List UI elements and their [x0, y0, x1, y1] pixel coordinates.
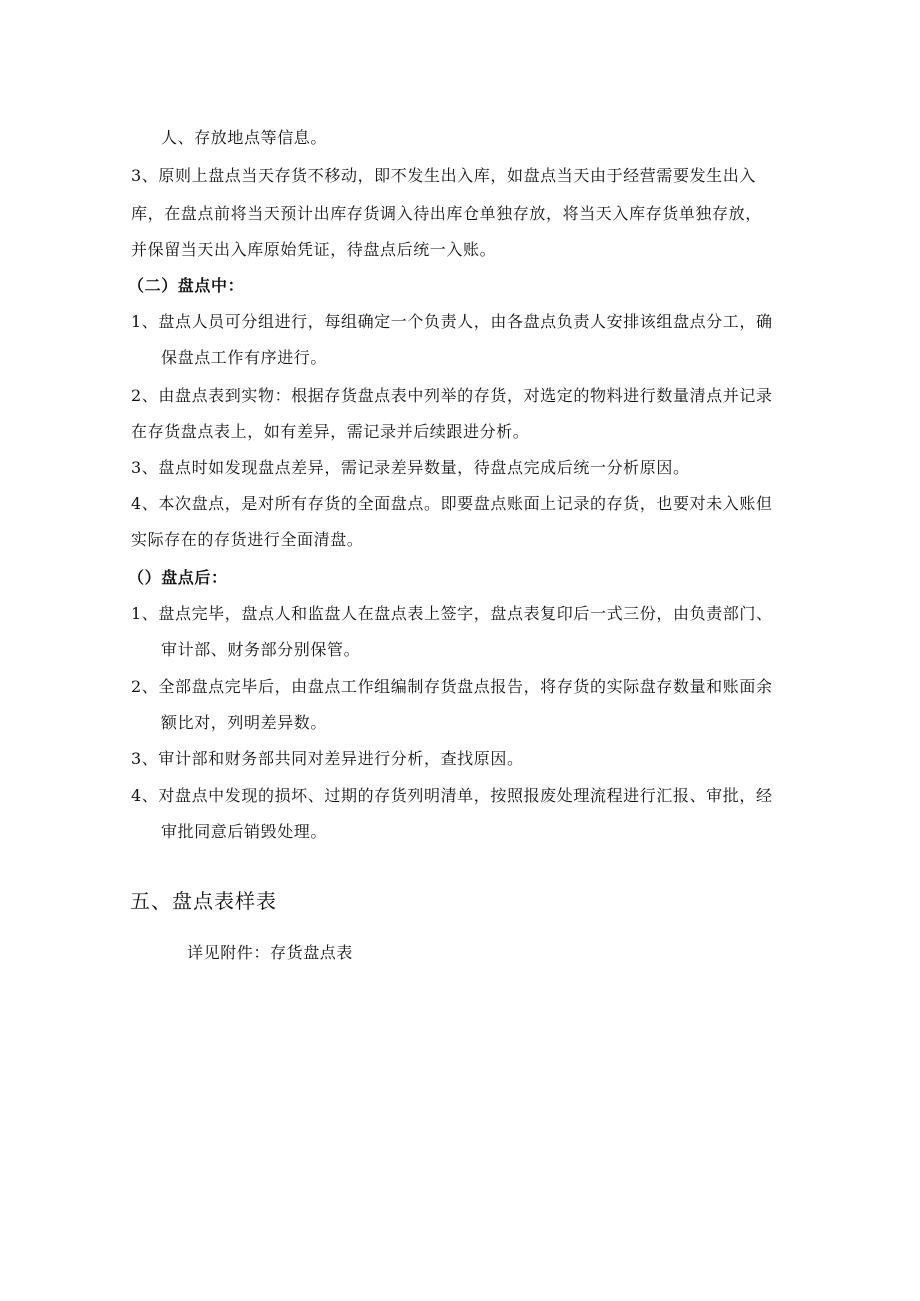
- during-item-4-line-2: 实际存在的存货进行全面清盘。: [131, 530, 364, 549]
- during-item-2-line-1: 2、由盘点表到实物：根据存货盘点表中列举的存货，对选定的物料进行数量清点并记录: [131, 386, 773, 405]
- before-item-3-line-2: 库，在盘点前将当天预计出库存货调入待出库仓单独存放，将当天入库存货单独存放，: [131, 204, 762, 223]
- during-item-3-line-1: 3、盘点时如发现盘点差异，需记录差异数量，待盘点完成后统一分析原因。: [131, 458, 690, 477]
- after-item-1-line-1: 1、盘点完毕，盘点人和监盘人在盘点表上签字，盘点表复印后一式三份，由负责部门、: [131, 604, 773, 623]
- before-item-3-line-1: 3、原则上盘点当天存货不移动，即不发生出入库，如盘点当天由于经营需要发生出入: [131, 166, 756, 185]
- after-item-3-line-1: 3、审计部和财务部共同对差异进行分析，查找原因。: [131, 749, 524, 768]
- during-item-4-line-1: 4、本次盘点，是对所有存货的全面盘点。即要盘点账面上记录的存货，也要对未入账但: [131, 494, 773, 513]
- section-after-title: （）盘点后：: [128, 568, 228, 587]
- attachment-note: 详见附件：存货盘点表: [187, 943, 354, 962]
- during-item-1-line-1: 1、盘点人员可分组进行，每组确定一个负责人，由各盘点负责人安排该组盘点分工，确: [131, 312, 773, 331]
- after-item-2-line-1: 2、全部盘点完毕后，由盘点工作组编制存货盘点报告，将存货的实际盘存数量和账面余: [131, 677, 773, 696]
- after-item-4-line-1: 4、对盘点中发现的损坏、过期的存货列明清单，按照报废处理流程进行汇报、审批，经: [131, 786, 773, 805]
- before-continuation-line: 人、存放地点等信息。: [161, 128, 328, 147]
- section-5-heading: 五、盘点表样表: [130, 889, 277, 913]
- after-item-4-line-2: 审批同意后销毁处理。: [161, 822, 328, 841]
- section-during-title: （二）盘点中：: [128, 276, 245, 295]
- before-item-3-line-3: 并保留当天出入库原始凭证，待盘点后统一入账。: [131, 240, 497, 259]
- during-item-2-line-2: 在存货盘点表上，如有差异，需记录并后续跟进分析。: [131, 422, 530, 441]
- during-item-1-line-2: 保盘点工作有序进行。: [161, 348, 328, 367]
- after-item-2-line-2: 额比对，列明差异数。: [161, 713, 328, 732]
- after-item-1-line-2: 审计部、财务部分别保管。: [161, 640, 361, 659]
